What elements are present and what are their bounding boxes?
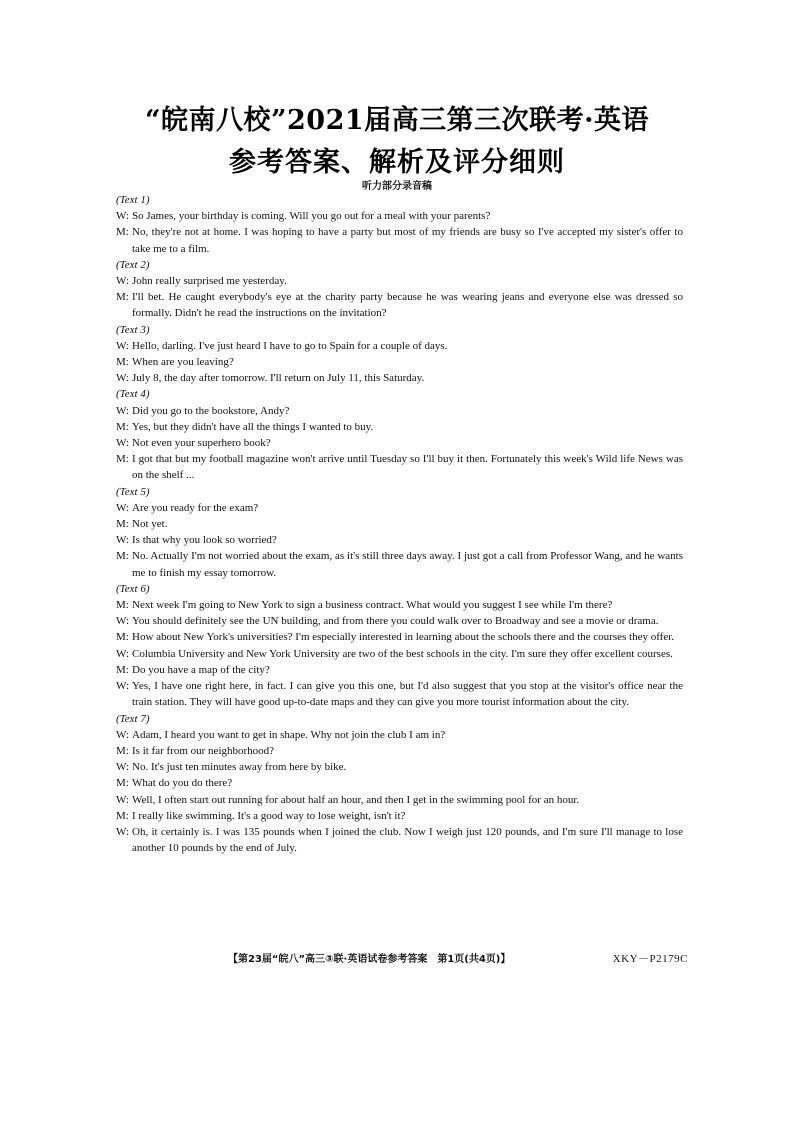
dialogue-line (116, 451, 683, 483)
dialogue-text: Yes, but they didn't have all the things I wanted to buy. (132, 420, 374, 433)
dialogue-text: Hello, darling. I've just heard I have to go to Spain for a couple of days. (132, 339, 448, 352)
dialogue-text: So James, your birthday is coming. Will you go out for a meal with your parents? (132, 210, 491, 223)
dialogue-text: What do you do there? (132, 777, 233, 790)
listening-transcript (116, 192, 683, 856)
speaker-label: M: (116, 663, 129, 676)
speaker-label: M: (116, 291, 129, 304)
dialogue-line (116, 532, 683, 548)
speaker-label: M: (116, 518, 129, 531)
dialogue-text: No. Actually I'm not worried about the exam, as it's still three days away. I just got a call from Professor Wang, and he wants me to finish my essay tomorrow. (132, 550, 683, 579)
dialogue-line (116, 646, 683, 662)
dialogue-text: How about New York's universities? I'm especially interested in learning about the schools there and the courses they offer. (132, 631, 675, 644)
dialogue-line (116, 435, 683, 451)
dialogue-text: Are you ready for the exam? (132, 501, 259, 514)
page-footer (228, 950, 688, 966)
dialogue-text: Do you have a map of the city? (132, 663, 270, 676)
speaker-label: W: (116, 372, 130, 385)
dialogue-text: Oh, it certainly is. I was 135 pounds when I joined the club. Now I weigh just 120 pounds, and I'm sure I'll manage to lose another 10 pounds by the end of July. (132, 825, 683, 855)
dialogue-line (116, 662, 683, 678)
dialogue-line (116, 208, 683, 224)
dialogue-line (116, 808, 683, 824)
dialogue-text: You should definitely see the UN building, and from there you could walk over to Broadway and see a movie or drama. (132, 615, 659, 628)
dialogue-line (116, 597, 683, 613)
dialogue-text: I really like swimming. It's a good way to lose weight, isn't it? (132, 809, 406, 822)
dialogue-line (116, 419, 683, 435)
dialogue-text: I'll bet. He caught everybody's eye at the charity party because he was wearing jeans and everyone else was dressed so formally. Didn't he read the instructions on the invitation? (132, 291, 683, 320)
dialogue-line (116, 224, 683, 256)
dialogue-line (116, 289, 683, 321)
speaker-label: W: (116, 761, 130, 774)
dialogue-text: Is that why you look so worried? (132, 534, 277, 547)
text-section-label: (Text 2) (116, 258, 150, 271)
dialogue-line (116, 824, 683, 856)
dialogue-line (116, 678, 683, 710)
dialogue-text: Next week I'm going to New York to sign a business contract. What would you suggest I see while I'm there? (132, 599, 613, 612)
text-section-label: (Text 3) (116, 323, 150, 336)
speaker-label: M: (116, 550, 129, 563)
text-section-label: (Text 1) (116, 194, 150, 206)
dialogue-text: Did you go to the bookstore, Andy? (132, 404, 290, 417)
speaker-label: W: (116, 275, 130, 288)
speaker-label: M: (116, 777, 129, 790)
dialogue-text: No, they're not at home. I was hoping to have a party but most of my friends are busy so I've accepted my sister's offer to take me to a film. (132, 226, 683, 255)
dialogue-line (116, 629, 683, 645)
speaker-label: M: (116, 420, 129, 433)
dialogue-text: Not yet. (132, 518, 168, 531)
dialogue-line (116, 370, 683, 386)
speaker-label: W: (116, 793, 130, 806)
speaker-label: W: (116, 437, 130, 450)
dialogue-text: July 8, the day after tomorrow. I'll return on July 11, this Saturday. (132, 372, 425, 385)
speaker-label: M: (116, 744, 129, 757)
dialogue-line (116, 775, 683, 791)
speaker-label: W: (116, 210, 130, 223)
dialogue-line (116, 500, 683, 516)
speaker-label: M: (116, 356, 129, 369)
speaker-label: W: (116, 501, 130, 514)
dialogue-text: John really surprised me yesterday. (132, 275, 287, 288)
speaker-label: M: (116, 809, 129, 822)
dialogue-text: When are you leaving? (132, 356, 234, 369)
speaker-label: W: (116, 404, 130, 417)
dialogue-line (116, 273, 683, 289)
speaker-label: W: (116, 615, 130, 628)
document-title: “皖南八校”2021届高三第三次联考·英语 (144, 105, 650, 136)
footer-code: XKY－P2179C (612, 953, 688, 965)
dialogue-text: No. It's just ten minutes away from here by bike. (132, 761, 347, 774)
speaker-label: M: (116, 631, 129, 644)
speaker-label: W: (116, 680, 130, 693)
dialogue-text: Well, I often start out running for about half an hour, and then I get in the swimming pool for an hour. (132, 793, 580, 806)
dialogue-text: Adam, I heard you want to get in shape. Why not join the club I am in? (132, 728, 446, 741)
dialogue-line (116, 548, 683, 580)
speaker-label: W: (116, 647, 130, 660)
section-heading: 听力部分录音稿 (362, 181, 432, 192)
dialogue-line (116, 759, 683, 775)
dialogue-line (116, 516, 683, 532)
text-section-label: (Text 6) (116, 582, 150, 595)
speaker-label: M: (116, 226, 129, 239)
document-subtitle: 参考答案、解析及评分细则 (229, 147, 565, 178)
speaker-label: W: (116, 825, 130, 838)
dialogue-line (116, 354, 683, 370)
footer-label: 【第23届“皖八”高三③联·英语试卷参考答案 第1页(共4页)】 (228, 954, 511, 965)
dialogue-text: I got that but my football magazine won't arrive until Tuesday so I'll buy it then. Fortunately this week's Wild life News was on the shelf ... (132, 453, 683, 482)
text-section-label: (Text 4) (116, 388, 150, 401)
dialogue-line (116, 613, 683, 629)
text-section-label: (Text 7) (116, 712, 150, 725)
dialogue-line (116, 338, 683, 354)
speaker-label: W: (116, 339, 130, 352)
speaker-label: M: (116, 453, 129, 466)
speaker-label: W: (116, 534, 130, 547)
dialogue-text: Is it far from our neighborhood? (132, 744, 275, 757)
dialogue-text: Not even your superhero book? (132, 437, 271, 450)
speaker-label: W: (116, 728, 130, 741)
dialogue-line (116, 403, 683, 419)
dialogue-text: Columbia University and New York University are two of the best schools in the city. I'm sure they offer excellent courses. (132, 647, 673, 660)
speaker-label: M: (116, 599, 129, 612)
dialogue-line (116, 792, 683, 808)
dialogue-line (116, 743, 683, 759)
dialogue-line (116, 727, 683, 743)
dialogue-text: Yes, I have one right here, in fact. I can give you this one, but I'd also suggest that you stop at the visitor's office near the train station. They will have good up-to-date maps and they can give you more tourist information about the city. (132, 680, 683, 709)
text-section-label: (Text 5) (116, 485, 150, 498)
